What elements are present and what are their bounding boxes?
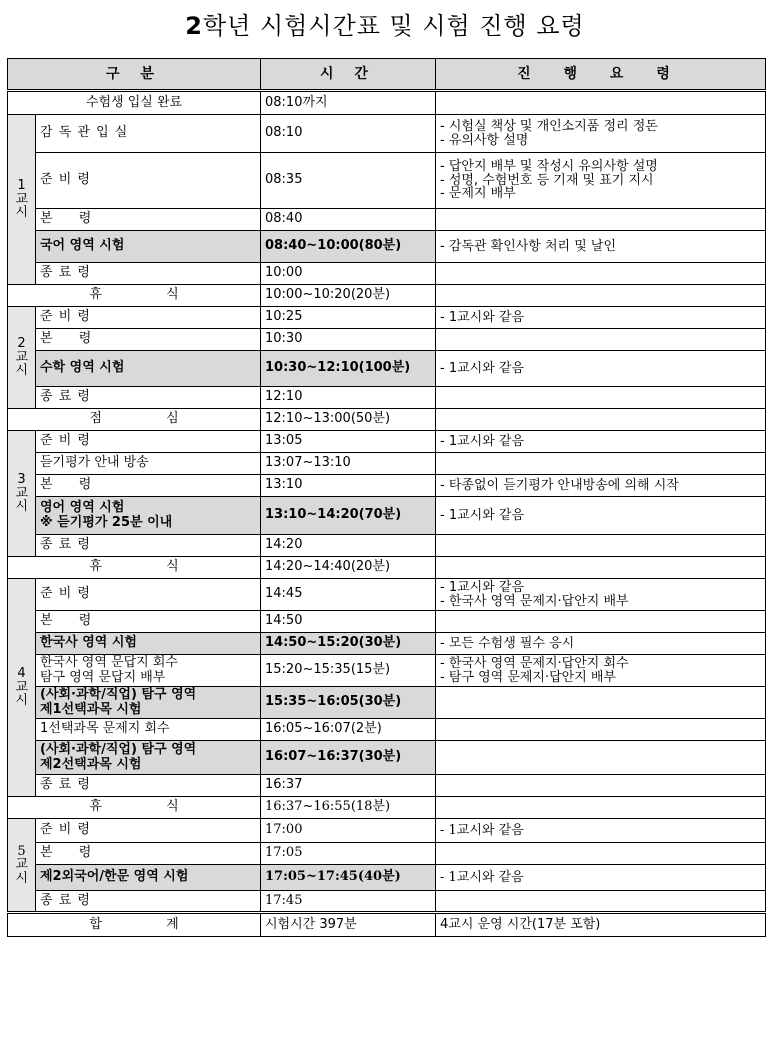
period-label: 3 교 시 [8,431,36,557]
header-time: 시 간 [261,59,436,91]
row-note: - 1교시와 같음 [436,819,766,843]
table-row [8,535,766,557]
row-label: 종 료 령 [36,387,261,409]
row-label: 준 비 령 [36,819,261,843]
table-row [8,209,766,231]
table-row [8,263,766,285]
break-label: 점 심 [8,409,261,431]
row-time: 16:37 [261,775,436,797]
table-row [8,741,766,775]
row-label: 본 령 [36,329,261,351]
row-label: 감 독 관 입 실 [36,115,261,153]
row-label: 준 비 령 [36,579,261,611]
table-row [8,431,766,453]
row-time: 08:35 [261,153,436,209]
row-label: (사회·과학/직업) 탐구 영역 제1선택과목 시험 [36,687,261,719]
table-row [8,387,766,409]
table-row [8,775,766,797]
row-time: 13:10~14:20(70분) [261,497,436,535]
page-title: 2학년 시험시간표 및 시험 진행 요령 [185,12,585,40]
row-time: 08:40~10:00(80분) [261,231,436,263]
break-row [8,409,766,431]
row-note [436,687,766,719]
row-note [436,891,766,913]
row-note [436,453,766,475]
row-note: - 답안지 배부 및 작성시 유의사항 설명 - 성명, 수험번호 등 기재 및 표기 지시 - 문제지 배부 [436,153,766,209]
row-time: 10:00 [261,263,436,285]
table-row [8,453,766,475]
break-label: 휴 식 [8,557,261,579]
row-label: 본 령 [36,843,261,865]
table-row [8,475,766,497]
table-row [8,687,766,719]
row-label: 본 령 [36,209,261,231]
row-time: 15:20~15:35(15분) [261,655,436,687]
row-time: 13:10 [261,475,436,497]
total-time: 시험시간 397분 [261,913,436,937]
row-label: 본 령 [36,475,261,497]
row-note: - 감독관 확인사항 처리 및 날인 [436,231,766,263]
row-time: 17:05~17:45(40분) [261,865,436,891]
table-row [8,611,766,633]
table-row [8,719,766,741]
row-label: 듣기평가 안내 방송 [36,453,261,475]
row-time: 10:30 [261,329,436,351]
break-time: 16:37~16:55(18분) [261,797,436,819]
row-note [436,611,766,633]
table-row [8,655,766,687]
table-row [8,891,766,913]
row-time: 10:25 [261,307,436,329]
table-row [8,307,766,329]
row-time: 13:07~13:10 [261,453,436,475]
row-note: - 모든 수험생 필수 응시 [436,633,766,655]
row-time: 08:40 [261,209,436,231]
row-time: 13:05 [261,431,436,453]
row-time: 16:05~16:07(2분) [261,719,436,741]
row-label: 1선택과목 문제지 회수 [36,719,261,741]
row-time: 17:00 [261,819,436,843]
break-label: 휴 식 [8,797,261,819]
row-label: 국어 영역 시험 [36,231,261,263]
table-row [8,579,766,611]
entry-row [8,91,766,115]
period-label: 5 교 시 [8,819,36,913]
table-row [8,351,766,387]
row-label: 종 료 령 [36,891,261,913]
row-time: 17:05 [261,843,436,865]
break-note [436,285,766,307]
total-note: 4교시 운영 시간(17분 포함) [436,913,766,937]
row-label: 수학 영역 시험 [36,351,261,387]
entry-label: 수험생 입실 완료 [8,91,261,115]
break-note [436,409,766,431]
table-row [8,153,766,209]
row-label: 제2외국어/한문 영역 시험 [36,865,261,891]
break-row [8,285,766,307]
table-row [8,865,766,891]
table-row [8,329,766,351]
break-row [8,557,766,579]
table-row [8,819,766,843]
row-time: 10:30~12:10(100분) [261,351,436,387]
entry-note [436,91,766,115]
row-label: (사회·과학/직업) 탐구 영역 제2선택과목 시험 [36,741,261,775]
entry-time: 08:10까지 [261,91,436,115]
row-note [436,843,766,865]
table-row [8,115,766,153]
row-note: - 한국사 영역 문제지·답안지 회수 - 탐구 영역 문제지·답안지 배부 [436,655,766,687]
table-row [8,497,766,535]
row-note [436,209,766,231]
row-label: 종 료 령 [36,775,261,797]
row-time: 12:10 [261,387,436,409]
row-note [436,719,766,741]
row-time: 14:50~15:20(30분) [261,633,436,655]
break-note [436,797,766,819]
row-note: - 1교시와 같음 [436,431,766,453]
row-note: - 1교시와 같음 - 한국사 영역 문제지·답안지 배부 [436,579,766,611]
row-time: 15:35~16:05(30분) [261,687,436,719]
period-label: 4 교 시 [8,579,36,797]
row-label: 한국사 영역 시험 [36,633,261,655]
row-time: 17:45 [261,891,436,913]
row-note [436,775,766,797]
break-time: 10:00~10:20(20분) [261,285,436,307]
table-row [8,231,766,263]
period-label: 2 교 시 [8,307,36,409]
row-note [436,387,766,409]
row-note: - 1교시와 같음 [436,497,766,535]
row-label: 종 료 령 [36,263,261,285]
break-label: 휴 식 [8,285,261,307]
break-time: 12:10~13:00(50분) [261,409,436,431]
total-row [8,913,766,937]
row-note: - 타종없이 듣기평가 안내방송에 의해 시작 [436,475,766,497]
row-label: 준 비 령 [36,153,261,209]
row-label: 본 령 [36,611,261,633]
schedule-table [7,58,766,937]
row-label: 한국사 영역 문답지 회수 탐구 영역 문답지 배부 [36,655,261,687]
row-label: 종 료 령 [36,535,261,557]
period-label: 1 교 시 [8,115,36,285]
row-note: - 시험실 책상 및 개인소지품 정리 정돈 - 유의사항 설명 [436,115,766,153]
header-row [8,59,766,91]
row-note [436,535,766,557]
row-time: 16:07~16:37(30분) [261,741,436,775]
header-gubun: 구 분 [8,59,261,91]
table-row [8,633,766,655]
row-note: - 1교시와 같음 [436,351,766,387]
row-time: 14:20 [261,535,436,557]
row-note: - 1교시와 같음 [436,307,766,329]
row-note [436,263,766,285]
row-time: 08:10 [261,115,436,153]
row-note: - 1교시와 같음 [436,865,766,891]
row-label: 준 비 령 [36,307,261,329]
break-note [436,557,766,579]
row-note [436,741,766,775]
header-guide: 진 행 요 령 [436,59,766,91]
break-row [8,797,766,819]
table-row [8,843,766,865]
total-label: 합 계 [8,913,261,937]
row-time: 14:45 [261,579,436,611]
row-label: 영어 영역 시험 ※ 듣기평가 25분 이내 [36,497,261,535]
row-time: 14:50 [261,611,436,633]
row-note [436,329,766,351]
row-label: 준 비 령 [36,431,261,453]
break-time: 14:20~14:40(20분) [261,557,436,579]
